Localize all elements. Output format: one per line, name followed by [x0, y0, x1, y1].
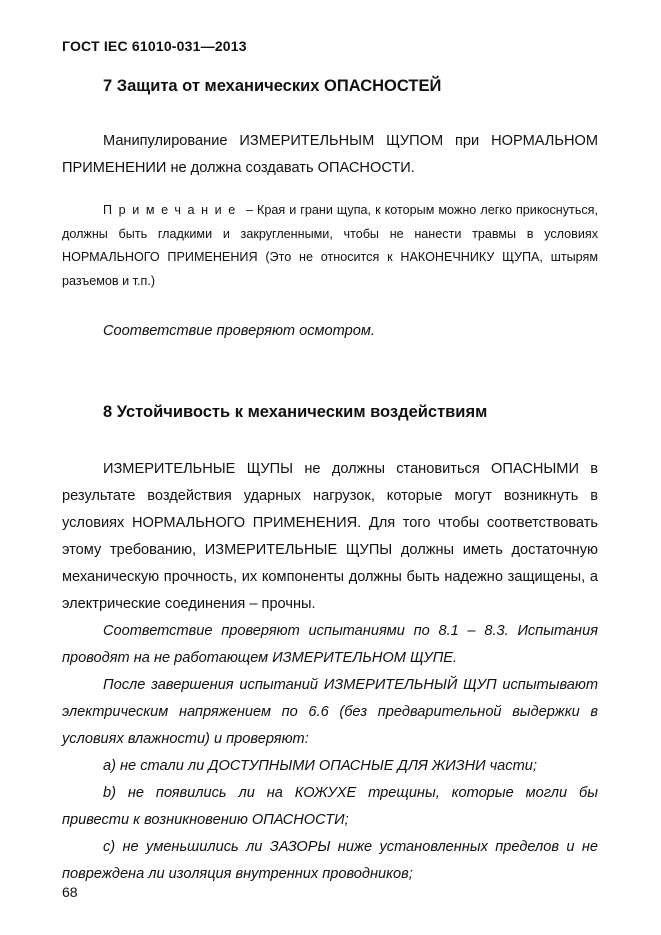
- section-8-after-tests: После завершения испытаний ИЗМЕРИТЕЛЬНЫЙ ЩУП испытывают электрическим напряжением по 6.6 (без предварительной выдержки в условиях влажности) и проверяют:: [62, 677, 598, 747]
- section-8-compliance: Соответствие проверяют испытаниями по 8.1 – 8.3. Испытания проводят на не работающем ИЗМЕРИТЕЛЬНОМ ЩУПЕ.: [62, 623, 598, 666]
- section-8-title: 8 Устойчивость к механическим воздействиям: [103, 403, 488, 421]
- section-7-paragraph: Манипулирование ИЗМЕРИТЕЛЬНЫМ ЩУПОМ при НОРМАЛЬНОМ ПРИМЕНЕНИИ не должна создавать ОПАСНОСТИ.: [62, 133, 598, 176]
- note-label: Примечание: [103, 203, 242, 217]
- section-7-note: [62, 199, 598, 293]
- check-item-c: c) не уменьшились ли ЗАЗОРЫ ниже установленных пределов и не повреждена ли изоляция внутренних проводников;: [62, 839, 598, 882]
- section-8-paragraph-1: ИЗМЕРИТЕЛЬНЫЕ ЩУПЫ не должны становиться ОПАСНЫМИ в результате воздействия ударных нагрузок, которые могут возникнуть в условиях НОРМАЛЬНОГО ПРИМЕНЕНИЯ. Для того чтобы соответствовать этому требованию, ИЗМЕРИТЕЛЬНЫЕ ЩУПЫ должны иметь достаточную механическую прочность, их компоненты должны быть надежно защищены, а электрические соединения – прочны.: [62, 461, 598, 612]
- check-item-a: a) не стали ли ДОСТУПНЫМИ ОПАСНЫЕ ДЛЯ ЖИЗНИ части;: [103, 758, 537, 774]
- section-7-compliance: Соответствие проверяют осмотром.: [103, 323, 375, 339]
- note-text: – Края и грани щупа, к которым можно легко прикоснуться, должны быть гладкими и закругленными, чтобы не нанести травмы в условиях НОРМАЛЬНОГО ПРИМЕНЕНИЯ (Это не относится к НАКОНЕЧНИКУ ЩУПА, штырям разъемов и т.п.): [62, 203, 598, 288]
- document-header: ГОСТ IEC 61010-031—2013: [62, 38, 247, 54]
- page-number: 68: [62, 884, 78, 900]
- section-7-title: 7 Защита от механических ОПАСНОСТЕЙ: [103, 77, 442, 95]
- check-item-b: b) не появились ли на КОЖУХЕ трещины, которые могли бы привести к возникновению ОПАСНОСТИ;: [62, 785, 598, 828]
